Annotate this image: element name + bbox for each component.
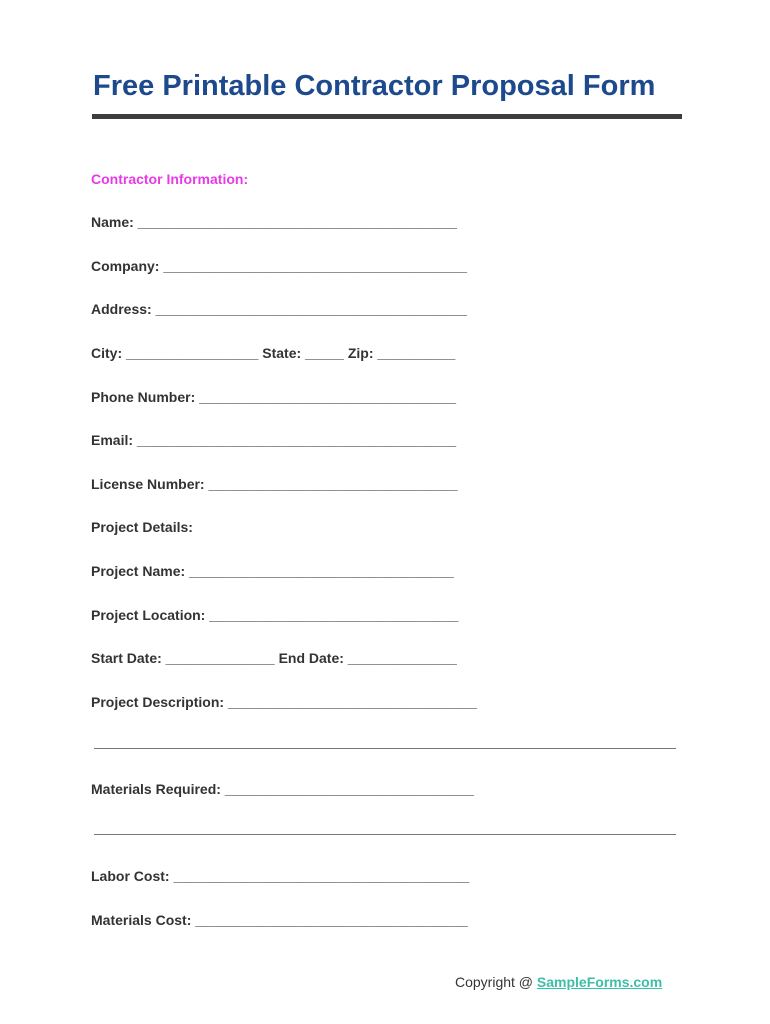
materials-required-field: Materials Required: ________________________________: [91, 781, 474, 797]
license-number-field: License Number: ________________________________: [91, 476, 458, 492]
project-details-heading: Project Details:: [91, 519, 193, 535]
form-title: Free Printable Contractor Proposal Form: [93, 70, 656, 102]
project-description-field: Project Description: ________________________________: [91, 694, 478, 710]
project-description-continuation-line: [94, 748, 676, 749]
email-field: Email: _________________________________________: [91, 432, 457, 448]
phone-number-field: Phone Number: _________________________________: [91, 389, 457, 405]
materials-cost-field: Materials Cost: ___________________________________: [91, 912, 468, 928]
copyright-footer: [455, 974, 662, 990]
project-name-field: Project Name: __________________________________: [91, 563, 454, 579]
sampleforms-link[interactable]: SampleForms.com: [536, 974, 663, 990]
address-field: Address: ________________________________________: [91, 301, 468, 317]
copyright-text: Copyright @: [455, 974, 537, 990]
materials-required-continuation-line: [94, 834, 676, 835]
city-state-zip-field: City: _________________ State: _____ Zip: __________: [91, 345, 456, 361]
start-end-date-field: Start Date: ______________ End Date: ______________: [91, 650, 457, 666]
title-divider: [92, 114, 682, 119]
company-field: Company: _______________________________________: [91, 258, 467, 274]
contractor-info-heading: Contractor Information:: [91, 171, 249, 187]
project-location-field: Project Location: ________________________________: [91, 607, 459, 623]
name-field: Name: _________________________________________: [91, 214, 457, 230]
labor-cost-field: Labor Cost: ______________________________________: [91, 868, 470, 884]
